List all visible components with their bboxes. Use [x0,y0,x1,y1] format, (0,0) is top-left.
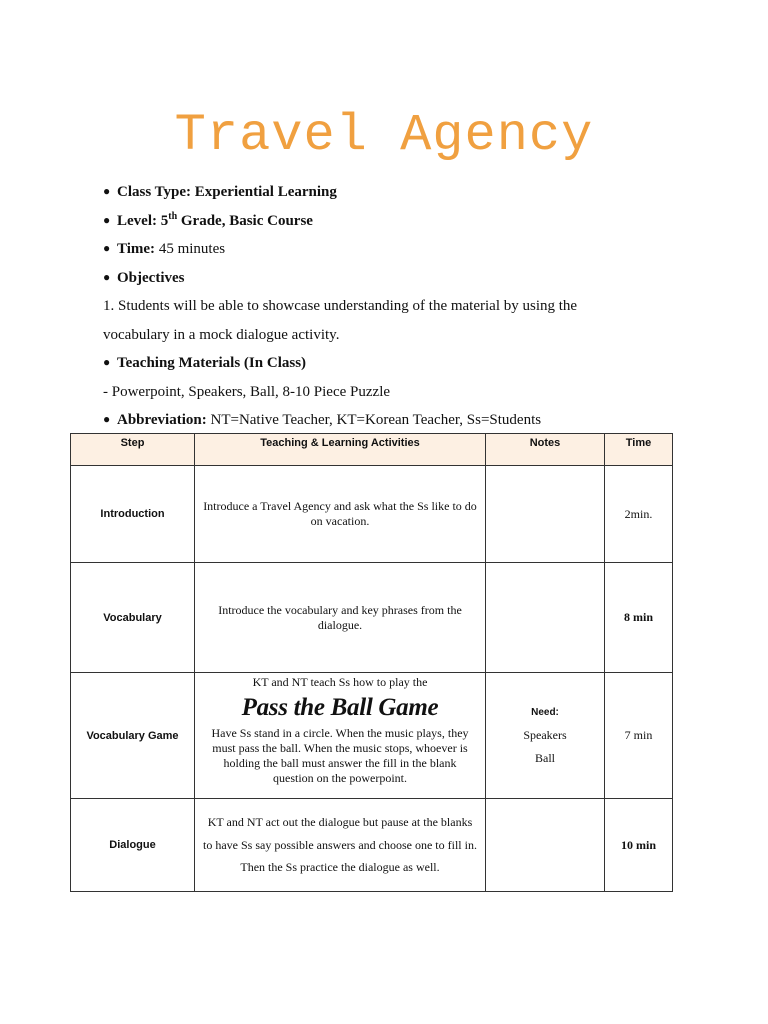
time-line [103,235,703,264]
step-cell: Vocabulary Game [71,673,195,799]
bullet-icon: ● [103,212,111,227]
level-label: Level: [117,212,157,229]
class-type-label: Class Type: [117,184,192,200]
game-instructions: Have Ss stand in a circle. When the music plays, they must pass the ball. When the music stops, whoever is holding the ball must answer the fill in the blank question on the powerpoint. [211,726,469,785]
game-intro-text: KT and NT teach Ss how to play the [252,675,428,689]
level-superscript: th [168,210,178,222]
table-row [71,563,673,673]
table-row [71,466,673,563]
materials-label: Teaching Materials (In Class) [117,355,307,371]
activity-cell: KT and NT act out the dialogue but pause at the blanks to have Ss say possible answers and choose one to fill in. Then the Ss practice the dialogue as well. [195,799,486,892]
time-cell: 8 min [605,563,673,673]
objective-1-line-1: 1. Students will be able to showcase understanding of the material by using the [103,298,578,314]
step-cell: Vocabulary [71,563,195,673]
table-header-row [71,434,673,466]
materials-value: - Powerpoint, Speakers, Ball, 8-10 Piece Puzzle [103,383,391,400]
notes-item: Speakers [523,728,567,742]
activity-cell [195,673,486,799]
time-cell: 2min. [605,466,673,563]
lesson-info [103,178,703,435]
level-value: Grade, Basic Course [180,212,313,229]
activity-cell: Introduce the vocabulary and key phrases from the dialogue. [195,563,486,673]
header-time: Time [605,434,673,466]
notes-cell [486,673,605,799]
level-num: 5 [160,212,169,229]
table-row [71,673,673,799]
notes-cell [486,563,605,673]
game-title: Pass the Ball Game [241,694,439,721]
class-type-line [103,178,703,207]
step-cell: Dialogue [71,799,195,892]
activity-cell: Introduce a Travel Agency and ask what the Ss like to do on vacation. [195,466,486,563]
header-notes: Notes [486,434,605,466]
header-activities: Teaching & Learning Activities [195,434,486,466]
materials-line [103,349,703,378]
class-type-value: Experiential Learning [194,184,337,200]
lesson-table [70,433,673,892]
level-line [103,207,703,236]
abbreviation-label: Abbreviation: [117,412,207,428]
bullet-icon: ● [103,241,111,255]
abbreviation-value: NT=Native Teacher, KT=Korean Teacher, Ss=Students [210,412,542,428]
level-number [160,210,178,229]
notes-need-label: Need: [531,707,559,718]
time-cell: 10 min [605,799,673,892]
bullet-icon: ● [103,184,111,198]
bullet-icon: ● [103,269,111,284]
time-value: 45 minutes [158,241,226,257]
notes-cell [486,799,605,892]
time-cell: 7 min [605,673,673,799]
bullet-icon: ● [103,355,111,369]
notes-item: Ball [535,751,555,765]
objective-1-line-2: vocabulary in a mock dialogue activity. [103,326,340,343]
header-step: Step [71,434,195,466]
objectives-line [103,264,703,293]
step-cell: Introduction [71,466,195,563]
notes-cell [486,466,605,563]
objectives-label: Objectives [117,269,185,286]
time-label: Time: [117,241,156,257]
table-row [71,799,673,892]
page-title: Travel Agency [174,106,594,165]
abbreviation-line [103,406,703,435]
bullet-icon: ● [103,412,111,426]
